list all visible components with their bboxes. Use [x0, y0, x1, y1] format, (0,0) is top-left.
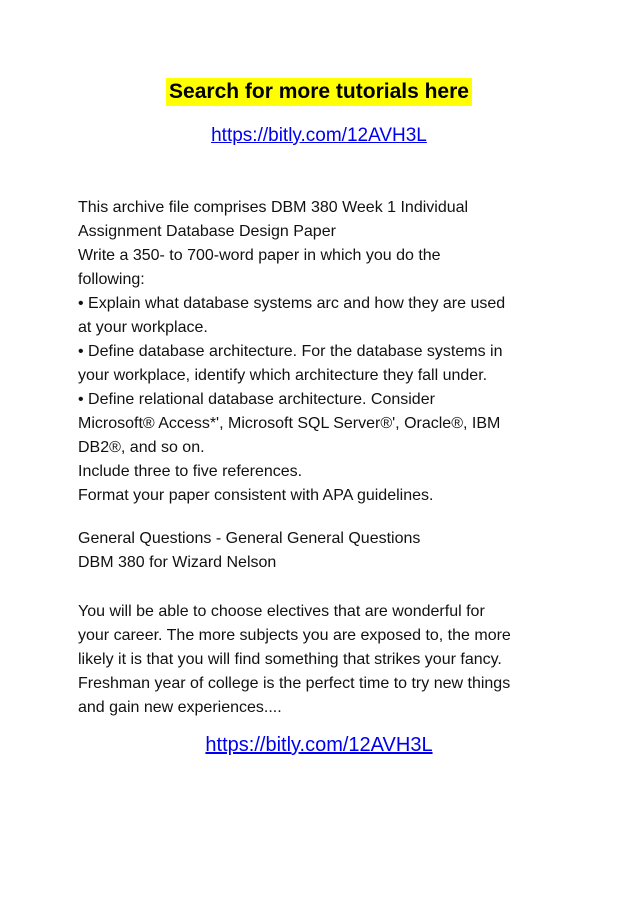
closing-line: and gain new experiences.... [78, 699, 282, 716]
body-line: Write a 350- to 700-word paper in which you do the [78, 247, 441, 264]
closing-line: You will be able to choose electives that are wonderful for [78, 603, 485, 620]
body-line: Assignment Database Design Paper [78, 223, 336, 240]
top-link-row [0, 124, 638, 148]
closing-line: your career. The more subjects you are exposed to, the more [78, 627, 511, 644]
body-line: • Define database architecture. For the database systems in [78, 343, 503, 360]
questions-line: General Questions - General General Questions [78, 530, 421, 547]
body-line: • Define relational database architecture. Consider [78, 391, 435, 408]
body-line: at your workplace. [78, 319, 208, 336]
tutorial-link-top[interactable]: https://bitly.com/12AVH3L [211, 125, 427, 146]
body-line: your workplace, identify which architecture they fall under. [78, 367, 488, 384]
body-line: Microsoft® Access*', Microsoft SQL Server®', Oracle®, IBM [78, 415, 501, 432]
closing-paragraph [78, 600, 578, 720]
general-questions [78, 527, 578, 575]
body-line: • Explain what database systems arc and how they are used [78, 295, 506, 312]
questions-line: DBM 380 for Wizard Nelson [78, 554, 277, 571]
body-line: DB2®, and so on. [78, 439, 205, 456]
body-line: Format your paper consistent with APA guidelines. [78, 487, 434, 504]
page-title: Search for more tutorials here [166, 78, 472, 106]
body-line: Include three to five references. [78, 463, 303, 480]
bottom-link-row [0, 733, 638, 757]
assignment-description [78, 196, 578, 508]
body-line: This archive file comprises DBM 380 Week 1 Individual [78, 199, 469, 216]
tutorial-link-bottom[interactable]: https://bitly.com/12AVH3L [205, 734, 433, 756]
closing-line: likely it is that you will find something that strikes your fancy. [78, 651, 502, 668]
header [0, 78, 638, 106]
body-line: following: [78, 271, 145, 288]
closing-line: Freshman year of college is the perfect time to try new things [78, 675, 511, 692]
